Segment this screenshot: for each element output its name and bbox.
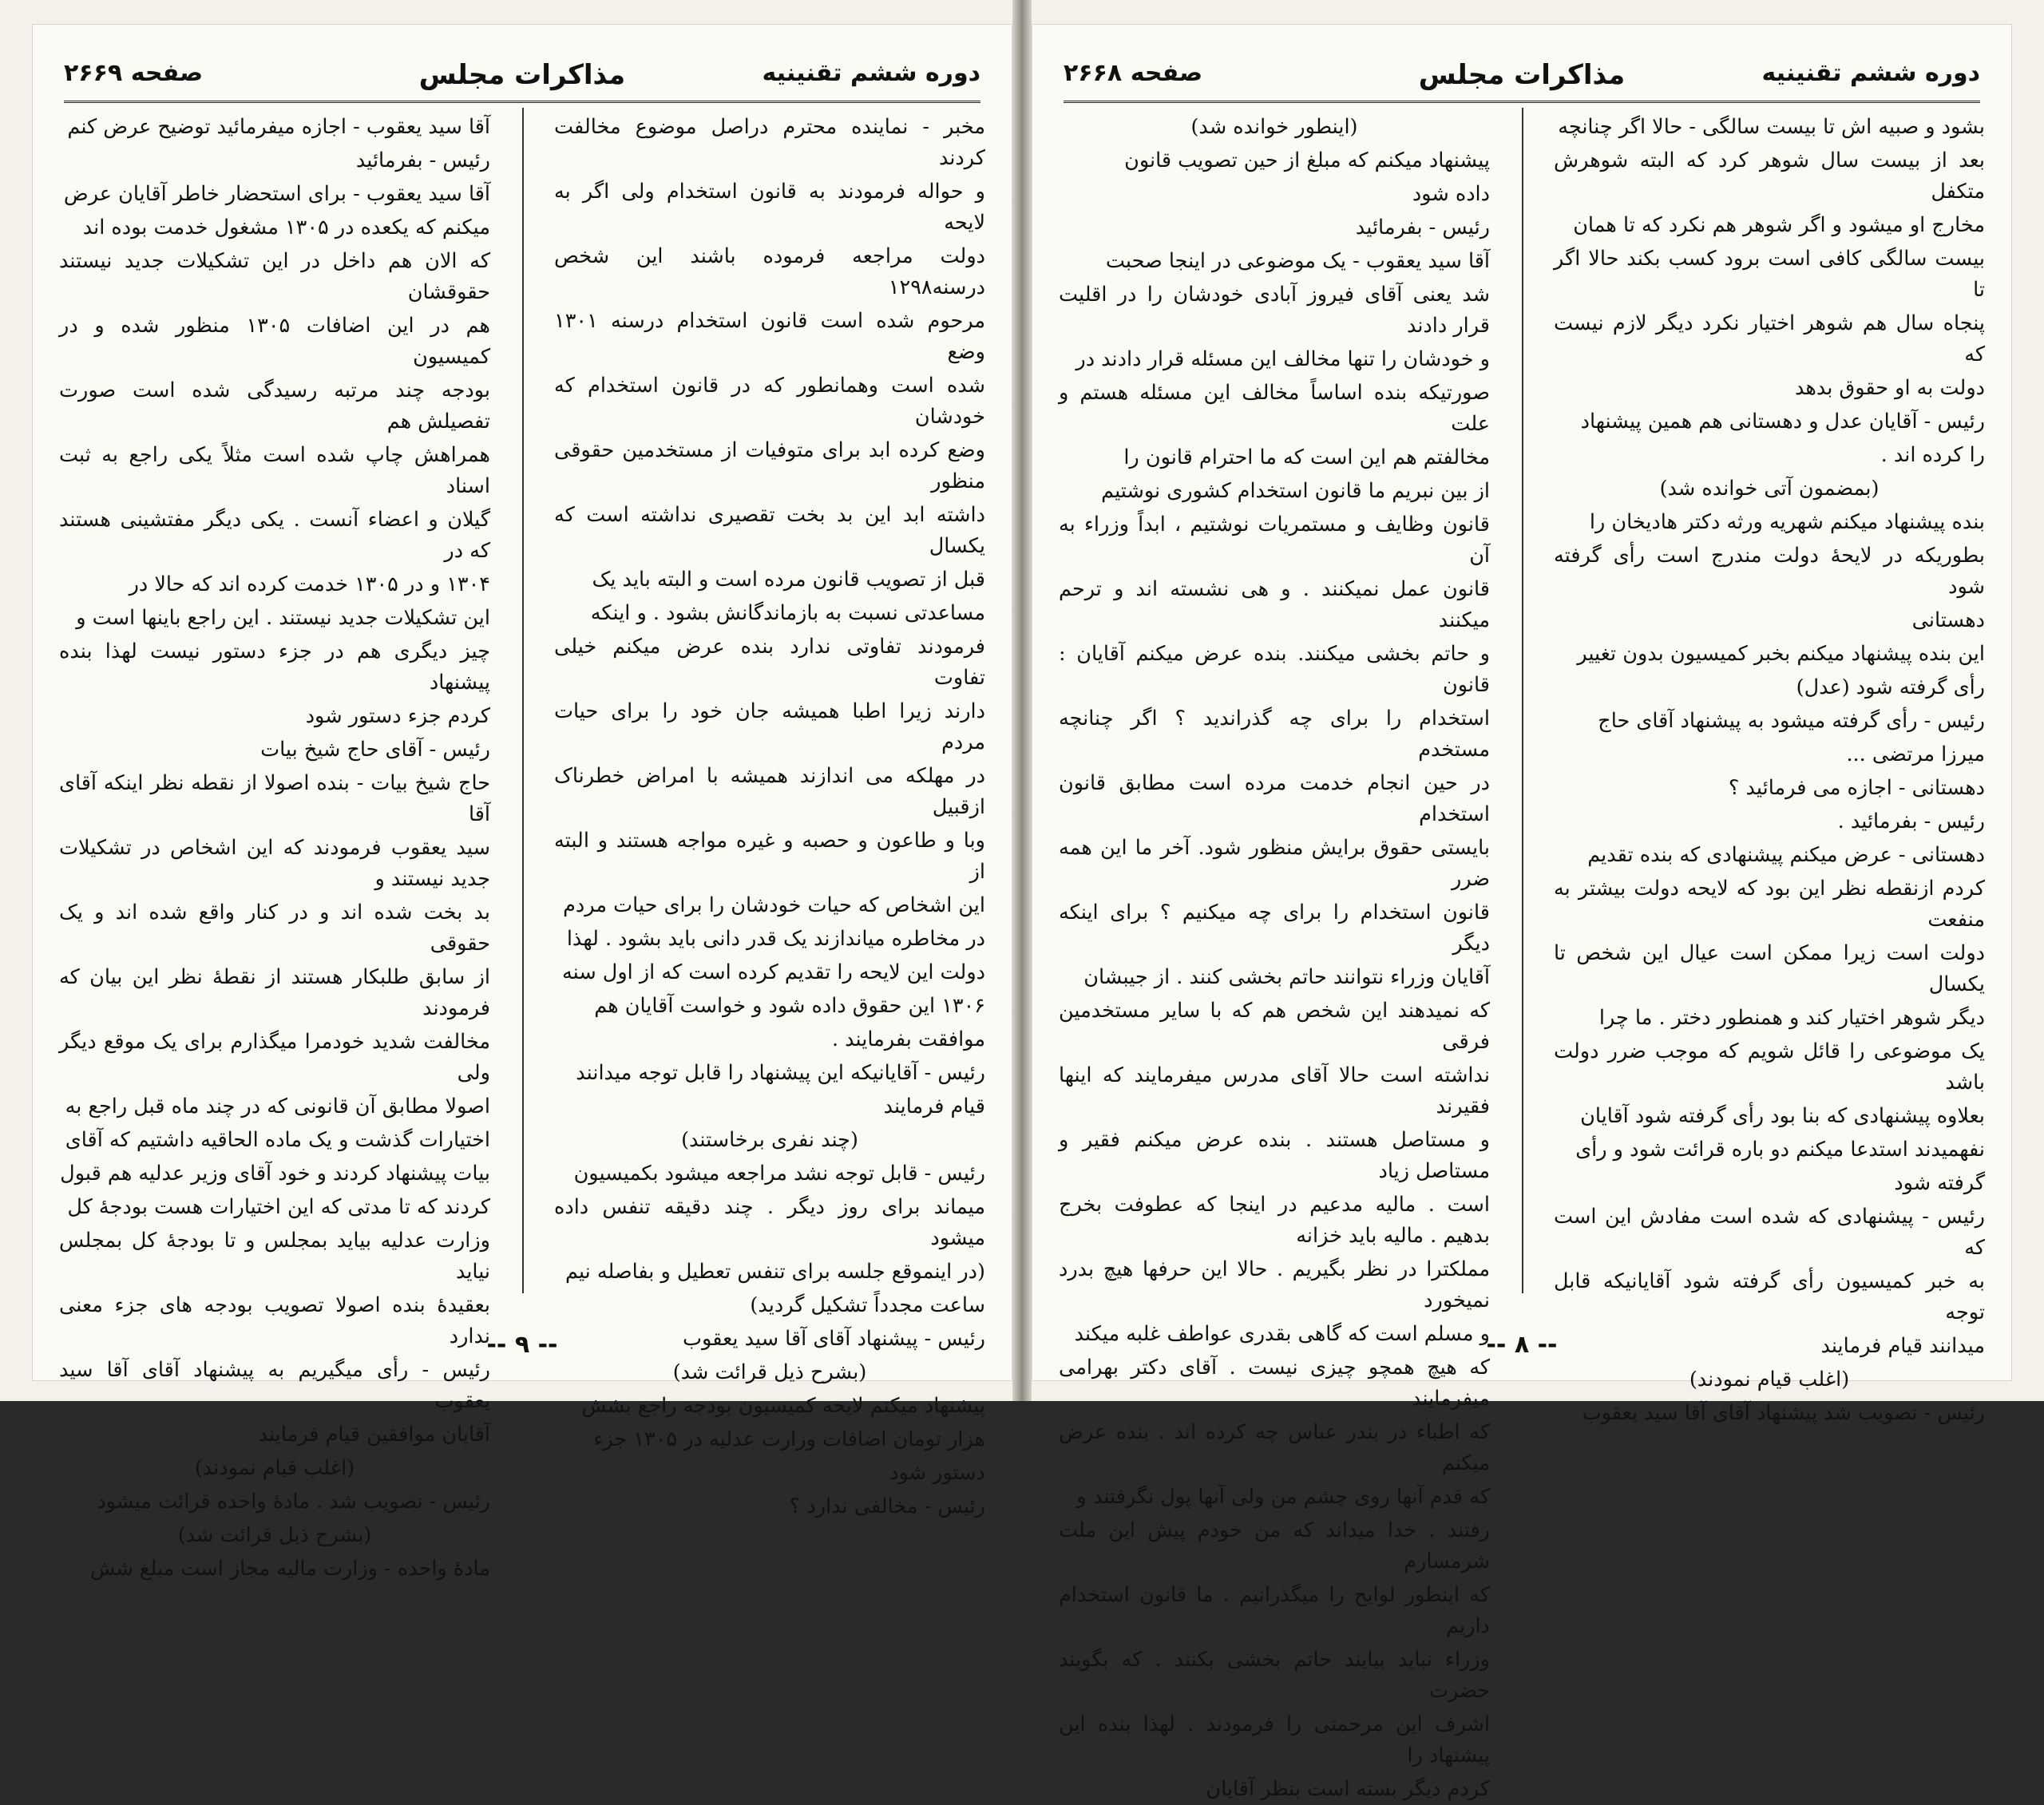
text-line: وضع کرده ابد برای متوفیات از مستخدمین حقوقی منظور	[554, 438, 985, 493]
text-line: کردم ازنقطه نظر این بود که لایحه دولت بیشتر به منفعت	[1554, 877, 1985, 932]
text-line: که اطباء در بندر عباس چه کرده اند . بنده عرض میکنم	[1059, 1420, 1490, 1475]
text-line: دولت این لایحه را تقدیم کرده است که از اول سنه	[561, 960, 985, 984]
text-line: دارند زیرا اطبا همیشه جان خود را برای حیات مردم	[554, 699, 985, 754]
text-line: مخالفتم هم این است که ما احترام قانون را	[1123, 445, 1490, 469]
left-page-column-left	[59, 112, 490, 1581]
text-line: (چند نفری برخاستند)	[681, 1128, 858, 1152]
text-line: را کرده اند .	[1880, 443, 1985, 467]
text-line: رئیس - رأی میگیریم به پیشنهاد آقای آقا سید یعقوب	[59, 1358, 490, 1413]
text-line: و مستاصل هستند . بنده عرض میکنم فقیر و مستاصل زیاد	[1059, 1128, 1490, 1183]
text-line: بطوریکه در لایحهٔ دولت مندرج است رأی گرفته شود	[1554, 544, 1985, 599]
text-line: رئیس - بفرمائید .	[1837, 809, 1985, 833]
text-line: رفتند . خدا میداند که من خودم پیش این ملت شرمسارم	[1059, 1518, 1490, 1573]
text-line: بیست سالگی کافی است برود کسب بکند حالا اگر تا	[1554, 247, 1985, 302]
text-line: قبل از تصویب قانون مرده است و البته باید یک	[592, 568, 985, 592]
text-line: گیلان و اعضاء آنست . یکی دیگر مفتشینی هستند که در	[59, 508, 490, 563]
text-line: موافقت بفرمایند .	[831, 1027, 985, 1051]
text-line: داشته ابد این بد بخت تقصیری نداشته است که یکسال	[554, 503, 985, 558]
text-line: آقا سید یعقوب - یک موضوعی در اینجا صحبت	[1105, 249, 1490, 273]
text-line: هم در این اضافات ۱۳۰۵ منظور شده و در کمیسیون	[59, 314, 490, 369]
text-line: قانون وظایف و مستمریات نوشتیم ، ابداً وزراء به آن	[1059, 513, 1490, 568]
text-line: فرمودند تفاوتی ندارد بنده عرض میکنم خیلی تفاوت	[554, 635, 985, 690]
text-line: ۱۳۰۴ و در ۱۳۰۵ خدمت کرده اند که حالا در	[129, 572, 490, 596]
text-line: قانون عمل نمیکنند . و هی نشسته اند و ترحم میکنند	[1059, 577, 1490, 632]
left-page	[32, 24, 1012, 1581]
text-line: (اغلب قیام نمودند)	[194, 1456, 355, 1480]
text-line: رئیس - مخالفی ندارد ؟	[789, 1494, 985, 1518]
text-line: مادهٔ واحده - وزارت مالیه مجاز است مبلغ شش	[89, 1557, 490, 1581]
text-line: و خودشان را تنها مخالف این مسئله قرار دادند در	[1075, 347, 1490, 371]
text-line: (اغلب قیام نمودند)	[1689, 1368, 1850, 1391]
text-line: کردم جزء دستور شود	[305, 704, 490, 728]
text-line: که هیچ همچو چیزی نیست . آقای دکتر بهرامی میفرمایند	[1059, 1356, 1490, 1411]
text-line: استخدام را برای چه گذراندید ؟ اگر چنانچه مستخدم	[1059, 707, 1490, 762]
text-line: رئیس - آقایانیکه این پیشنهاد را قابل توجه میدانند	[576, 1061, 985, 1085]
text-line: دولت مراجعه فرموده باشند این شخص درسنه۱۲۹۸	[554, 244, 985, 299]
text-line: بد بخت شده اند و در کنار واقع شده اند و یک حقوقی	[59, 901, 490, 956]
left-page-series: دوره ششم تقنینیه	[762, 59, 980, 87]
text-line: بنده پیشنهاد میکنم شهریه ورثه دکتر هادیخان را	[1589, 510, 1985, 534]
text-line: دستور شود	[889, 1461, 985, 1485]
text-line: دهستانی	[1911, 608, 1985, 632]
text-line: دهستانی - عرض میکنم پیشنهادی که بنده تقدیم	[1587, 843, 1985, 867]
right-page-series: دوره ششم تقنینیه	[1761, 59, 1980, 87]
text-line: که الان هم داخل در این تشکیلات جدید نیستند حقوقشان	[59, 249, 490, 304]
text-line: که نمیدهند این شخص هم که با سایر مستخدمین فرقی	[1059, 999, 1490, 1054]
text-line: مملکترا در نظر بگیریم . حالا این حرفها هیچ بدرد نمیخورد	[1059, 1257, 1490, 1312]
left-page-column-right	[554, 112, 985, 1518]
text-line: وزارت عدلیه بیاید بمجلس و تا بودجهٔ کل بمجلس نیاید	[59, 1229, 490, 1284]
text-line: (در اینموقع جلسه برای تنفس تعطیل و بفاصله نیم	[565, 1260, 985, 1284]
text-line: در مهلکه می اندازند همیشه با امراض خطرناک ازقبیل	[554, 764, 985, 819]
text-line: پیشنهاد میکنم که مبلغ از حین تصویب قانون	[1124, 148, 1490, 172]
text-line: دیگر شوهر اختیار کند و همنطور دختر . ما چرا	[1598, 1006, 1985, 1030]
text-line: که اینطور لوایح را میگذرانیم . ما قانون استخدام داریم	[1059, 1583, 1490, 1638]
text-line: آقا سید یعقوب - برای استحضار خاطر آقایان عرض	[63, 182, 490, 206]
text-line: شد یعنی آقای فیروز آبادی خودشان را در اقلیت قرار دادند	[1059, 283, 1490, 338]
text-line: بعقیدهٔ بنده اصولا تصویب بودجه های جزء معنی ندارد	[59, 1293, 490, 1348]
text-line: رئیس - آقایان عدل و دهستانی هم همین پیشنهاد	[1580, 410, 1985, 433]
right-page-number: صفحه ۲۶۶۸	[1064, 59, 1203, 87]
text-line: میدانند قیام فرمایند	[1820, 1334, 1985, 1358]
text-line: از سابق طلبکار هستند از نقطهٔ نظر این بیان که فرمودند	[59, 965, 490, 1020]
text-line: آقایان وزراء نتوانند حاتم بخشی کنند . از جیبشان	[1083, 965, 1490, 989]
text-line: دولت است زیرا ممکن است عیال این شخص تا یکسال	[1554, 941, 1985, 996]
text-line: مرحوم شده است قانون استخدام درسنه ۱۳۰۱ وضع	[554, 309, 985, 364]
text-line: رئیس - بفرمائید	[1355, 216, 1490, 239]
text-line: بایستی حقوق برایش منظور شود. آخر ما این همه ضرر	[1059, 836, 1490, 891]
text-line: این بنده پیشنهاد میکنم بخبر کمیسیون بدون تغییر	[1577, 642, 1985, 666]
text-line: بعلاوه پیشنهادی که بنا بود رأی گرفته شود آقایان	[1580, 1104, 1985, 1128]
left-page-number: صفحه ۲۶۶۹	[64, 59, 204, 87]
text-line: رئیس - پیشنهاد آقای آقا سید یعقوب	[683, 1327, 985, 1351]
text-line: رأی گرفته شود (عدل)	[1796, 675, 1985, 699]
text-line: آقایان موافقین قیام فرمایند	[258, 1423, 490, 1447]
text-line: میماند برای روز دیگر . چند دقیقه تنفس داده میشود	[554, 1195, 985, 1250]
text-line: گرفته شود	[1894, 1171, 1985, 1195]
text-line: و حاتم بخشی میکنند. بنده عرض میکنم آقایان : قانون	[1059, 642, 1490, 697]
text-line: مخارج او میشود و اگر شوهر هم نکرد که تا همان	[1573, 213, 1985, 237]
text-line: چیز دیگری هم در جزء دستور نیست لهذا بنده پیشنهاد	[59, 639, 490, 695]
left-page-footer: -- ۹ --	[486, 1331, 558, 1359]
right-page	[1032, 24, 2012, 1801]
text-line: مساعدتی نسبت به بازماندگانش بشود . و اینکه	[590, 601, 985, 625]
left-page-column-rule	[522, 108, 524, 1293]
text-line: صورتیکه بنده اساساً مخالف این مسئله هستم و علت	[1059, 381, 1490, 436]
text-line: رئیس - تصویب شد پیشنهاد آقای آقا سید یعقوب	[1582, 1401, 1985, 1425]
text-line: مخبر - نماینده محترم دراصل موضوع مخالفت کردند	[554, 115, 985, 170]
right-page-title: مذاکرات مجلس	[1418, 59, 1626, 91]
text-line: همراهش چاپ شده است مثلاً یکی راجع به ثبت اسناد	[59, 443, 490, 498]
text-line: به خبر کمیسیون رأی گرفته شود آقایانیکه قابل توجه	[1554, 1269, 1985, 1324]
text-line: اصولا مطابق آن قانونی که در چند ماه قبل راجع به	[65, 1094, 490, 1118]
right-page-footer: -- ۸ --	[1486, 1331, 1558, 1359]
text-line: کردم دیگر بسته است بنظر آقایان	[1206, 1777, 1490, 1801]
text-line: قیام فرمایند	[883, 1094, 985, 1118]
text-line: (بشرح ذیل قرائت شد)	[177, 1523, 372, 1547]
book-gutter	[1012, 0, 1032, 1401]
text-line: نفهمیدند استدعا میکنم دو باره قرائت شود و رأی	[1575, 1138, 1985, 1162]
text-line: بعد از بیست سال شوهر کرد که البته شوهرش متکفل	[1554, 148, 1985, 204]
text-line: بشود و صبیه اش تا بیست سالگی - حالا اگر چنانچه	[1558, 115, 1985, 139]
text-line: حاج شیخ بیات - بنده اصولا از نقطه نظر اینکه آقای آقا	[59, 771, 490, 826]
text-line: نداشته است حالا آقای مدرس میفرمایند که اینها فقیرند	[1059, 1063, 1490, 1118]
text-line: رئیس - پیشنهادی که شده است مفادش این است که	[1554, 1205, 1985, 1260]
text-line: میکنم که یکعده در ۱۳۰۵ مشغول خدمت بوده اند	[82, 216, 490, 239]
text-line: اشرف این مرحمتی را فرمودند . لهذا بنده این پیشنهاد را	[1059, 1712, 1490, 1767]
text-line: ۱۳۰۶ این حقوق داده شود و خواست آقایان هم	[594, 994, 985, 1018]
text-line: و حواله فرمودند به قانون استخدام ولی اگر به لایحه	[554, 180, 985, 235]
text-line: رئیس - آقای حاج شیخ بیات	[260, 738, 490, 762]
text-line: اختیارات گذشت و یک ماده الحاقیه داشتیم که آقای	[65, 1128, 490, 1152]
right-page-column-left	[1059, 112, 1490, 1801]
text-line: دهستانی - اجازه می فرمائید ؟	[1728, 776, 1985, 800]
left-page-title: مذاکرات مجلس	[418, 59, 626, 91]
text-line: وزراء نباید بیایند حاتم بخشی بکنند . که بگویند حضرت	[1059, 1648, 1490, 1703]
text-line: از بین نبریم ما قانون استخدام کشوری نوشتیم	[1101, 479, 1490, 503]
right-page-column-right	[1554, 112, 1985, 1425]
text-line: (اینطور خوانده شد)	[1190, 115, 1358, 139]
text-line: رئیس - تصویب شد . مادهٔ واحده قرائت میشود	[97, 1490, 490, 1514]
text-line: که قدم آنها روی چشم من ولی آنها پول نگرفتند و	[1076, 1485, 1490, 1509]
text-line: یک موضوعی را قائل شویم که موجب ضرر دولت باشد	[1554, 1039, 1985, 1094]
text-line: و مسلم است که گاهی بقدری عواطف غلبه میکند	[1074, 1322, 1490, 1346]
text-line: کردند که تا مدتی که این اختیارات هست بودجهٔ کل	[67, 1195, 490, 1219]
text-line: بیات پیشنهاد کردند و خود آقای وزیر عدلیه هم قبول	[60, 1162, 490, 1186]
text-line: رئیس - بفرمائید	[355, 148, 490, 172]
text-line: (بمضمون آتی خوانده شد)	[1659, 477, 1880, 501]
text-line: بودجه چند مرتبه رسیدگی شده است صورت تفصیلش هم	[59, 378, 490, 433]
right-page-column-rule	[1522, 108, 1523, 1293]
text-line: وبا و طاعون و حصبه و غیره مواجه هستند و البته از	[554, 829, 985, 884]
text-line: (بشرح ذیل قرائت شد)	[672, 1360, 867, 1384]
text-line: هزار تومان اضافات وزارت عدلیه در ۱۳۰۵ جزء	[593, 1427, 985, 1451]
text-line: داده شود	[1412, 182, 1490, 206]
text-line: قانون استخدام را برای چه میکنیم ؟ برای اینکه دیگر	[1059, 901, 1490, 956]
text-line: است . مالیه مدعیم در اینجا که عطوفت بخرج بدهیم . مالیه باید خزانه	[1059, 1193, 1490, 1248]
text-line: در مخاطره میاندازند یک قدر دانی باید بشود . لهذا	[566, 927, 985, 951]
text-line: این تشکیلات جدید نیستند . این راجع باینها است و	[76, 606, 490, 630]
text-line: آقا سید یعقوب - اجازه میفرمائید توضیح عرض کنم	[67, 115, 490, 139]
text-line: رئیس - رأی گرفته میشود به پیشنهاد آقای حاج	[1598, 709, 1985, 733]
left-page-header	[64, 53, 980, 103]
text-line: پنجاه سال هم شوهر اختیار نکرد دیگر لازم نیست که	[1554, 311, 1985, 366]
text-line: دولت به او حقوق بدهد	[1794, 376, 1985, 400]
text-line: مخالفت شدید خودمرا میگذارم برای یک موقع دیگر ولی	[59, 1030, 490, 1085]
text-line: ساعت مجدداً تشکیل گردید)	[750, 1293, 985, 1317]
text-line: میرزا مرتضی ...	[1846, 742, 1985, 766]
text-line: پیشنهاد میکنم لایحه کمیسیون بودجه راجع بشش	[581, 1394, 985, 1418]
text-line: این اشخاص که حیات خودشان را برای حیات مردم	[563, 893, 985, 917]
text-line: سید یعقوب فرمودند که این اشخاص در تشکیلات جدید نیستند و	[59, 836, 490, 891]
text-line: در حین انجام خدمت مرده است مطابق قانون استخدام	[1059, 771, 1490, 826]
text-line: شده است وهمانطور که در قانون استخدام که خودشان	[554, 374, 985, 429]
right-page-header	[1064, 53, 1980, 103]
text-line: رئیس - قابل توجه نشد مراجعه میشود بکمیسیون	[573, 1162, 985, 1186]
